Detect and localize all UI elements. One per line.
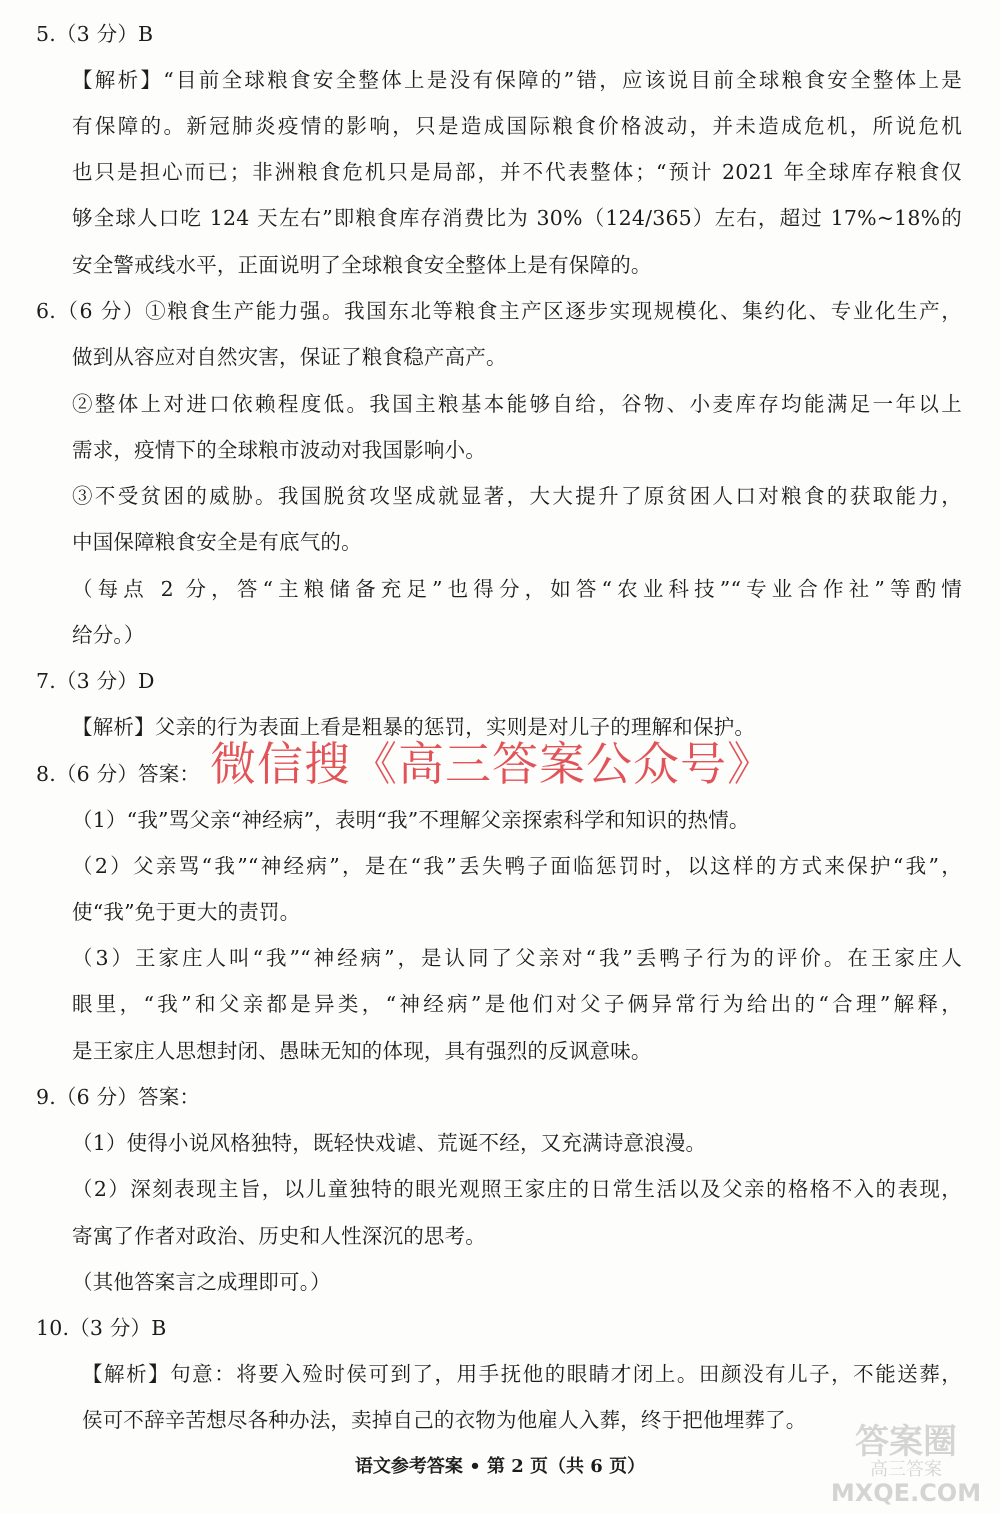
q6-point-3-line-2: 中国保障粮食安全是有底气的。 bbox=[72, 530, 362, 554]
q6-point-2-line-1: ②整体上对进口依赖程度低。我国主粮基本能够自给，谷物、小麦库存均能满足一年以上 bbox=[72, 392, 962, 416]
q5-header: 5.（3 分）B bbox=[36, 22, 154, 46]
q6-point-3-line-1: ③不受贫困的威胁。我国脱贫攻坚成就显著，大大提升了原贫困人口对粮食的获取能力， bbox=[72, 484, 962, 508]
q6-point-2-line-2: 需求，疫情下的全球粮市波动对我国影响小。 bbox=[72, 438, 486, 462]
site-logo bbox=[820, 1420, 992, 1508]
watermark-text: 微信搜《高三答案公众号》 bbox=[210, 737, 774, 791]
q5-analysis-line-1: 【解析】“目前全球粮食安全整体上是没有保障的”错，应该说目前全球粮食安全整体上是 bbox=[72, 68, 962, 92]
page-footer: 语文参考答案 • 第 2 页（共 6 页） bbox=[354, 1456, 646, 1477]
logo-cn-text: 答案圈 bbox=[855, 1422, 957, 1462]
q7-header: 7.（3 分）D bbox=[36, 669, 155, 693]
q8-point-2-line-2: 使“我”免于更大的责罚。 bbox=[72, 900, 301, 924]
q8-point-3-line-2: 眼里，“我”和父亲都是异类，“神经病”是他们对父子俩异常行为给出的“合理”解释， bbox=[72, 992, 962, 1016]
q8-point-2-line-1: （2）父亲骂“我”“神经病”，是在“我”丢失鸭子面临惩罚时，以这样的方式来保护“我”， bbox=[72, 854, 962, 878]
q8-point-3-line-3: 是王家庄人思想封闭、愚昧无知的体现，具有强烈的反讽意味。 bbox=[72, 1039, 652, 1063]
q10-analysis-line-2: 侯可不辞辛苦想尽各种办法，卖掉自己的衣物为他雇人入葬，终于把他埋葬了。 bbox=[82, 1408, 807, 1432]
q6-scoring-note-line-2: 给分。） bbox=[72, 623, 145, 647]
logo-sub-text: 高三答案 bbox=[870, 1459, 942, 1480]
q9-scoring-note: （其他答案言之成理即可。） bbox=[72, 1270, 331, 1294]
q6-point-1-line-2: 做到从容应对自然灾害，保证了粮食稳产高产。 bbox=[72, 345, 507, 369]
q6-header: 6.（6 分）①粮食生产能力强。我国东北等粮食主产区逐步实现规模化、集约化、专业化生产， bbox=[36, 299, 962, 323]
q5-analysis-line-2: 有保障的。新冠肺炎疫情的影响，只是造成国际粮食价格波动，并未造成危机，所说危机 bbox=[72, 114, 962, 138]
q9-point-1: （1）使得小说风格独特，既轻快戏谑、荒诞不经，又充满诗意浪漫。 bbox=[72, 1131, 707, 1155]
q6-scoring-note-line-1: （每点 2 分，答“主粮储备充足”也得分，如答“农业科技”“专业合作社”等酌情 bbox=[72, 577, 962, 601]
q5-analysis-line-4: 够全球人口吃 124 天左右”即粮食库存消费比为 30%（124/365）左右，超过 17%~18%的 bbox=[72, 206, 962, 230]
q7-analysis: 【解析】父亲的行为表面上看是粗暴的惩罚，实则是对儿子的理解和保护。 bbox=[72, 715, 756, 739]
q10-analysis-line-1: 【解析】句意：将要入殓时侯可到了，用手抚他的眼睛才闭上。田颜没有儿子，不能送葬， bbox=[82, 1362, 962, 1386]
q8-point-1: （1）“我”骂父亲“神经病”，表明“我”不理解父亲探索科学和知识的热情。 bbox=[72, 808, 750, 832]
q5-analysis-line-3: 也只是担心而已；非洲粮食危机只是局部，并不代表整体；“预计 2021 年全球库存粮食仅 bbox=[72, 160, 962, 184]
q5-analysis-line-5: 安全警戒线水平，正面说明了全球粮食安全整体上是有保障的。 bbox=[72, 253, 652, 277]
q9-point-2-line-1: （2）深刻表现主旨，以儿童独特的眼光观照王家庄的日常生活以及父亲的格格不入的表现， bbox=[72, 1177, 962, 1201]
logo-en-text: MXQE.COM bbox=[830, 1479, 982, 1507]
q10-header: 10.（3 分）B bbox=[36, 1316, 167, 1340]
q9-header: 9.（6 分）答案： bbox=[36, 1085, 201, 1109]
q9-point-2-line-2: 寄寓了作者对政治、历史和人性深沉的思考。 bbox=[72, 1224, 486, 1248]
q8-header: 8.（6 分）答案： bbox=[36, 762, 201, 786]
q8-point-3-line-1: （3）王家庄人叫“我”“神经病”，是认同了父亲对“我”丢鸭子行为的评价。在王家庄人 bbox=[72, 946, 962, 970]
